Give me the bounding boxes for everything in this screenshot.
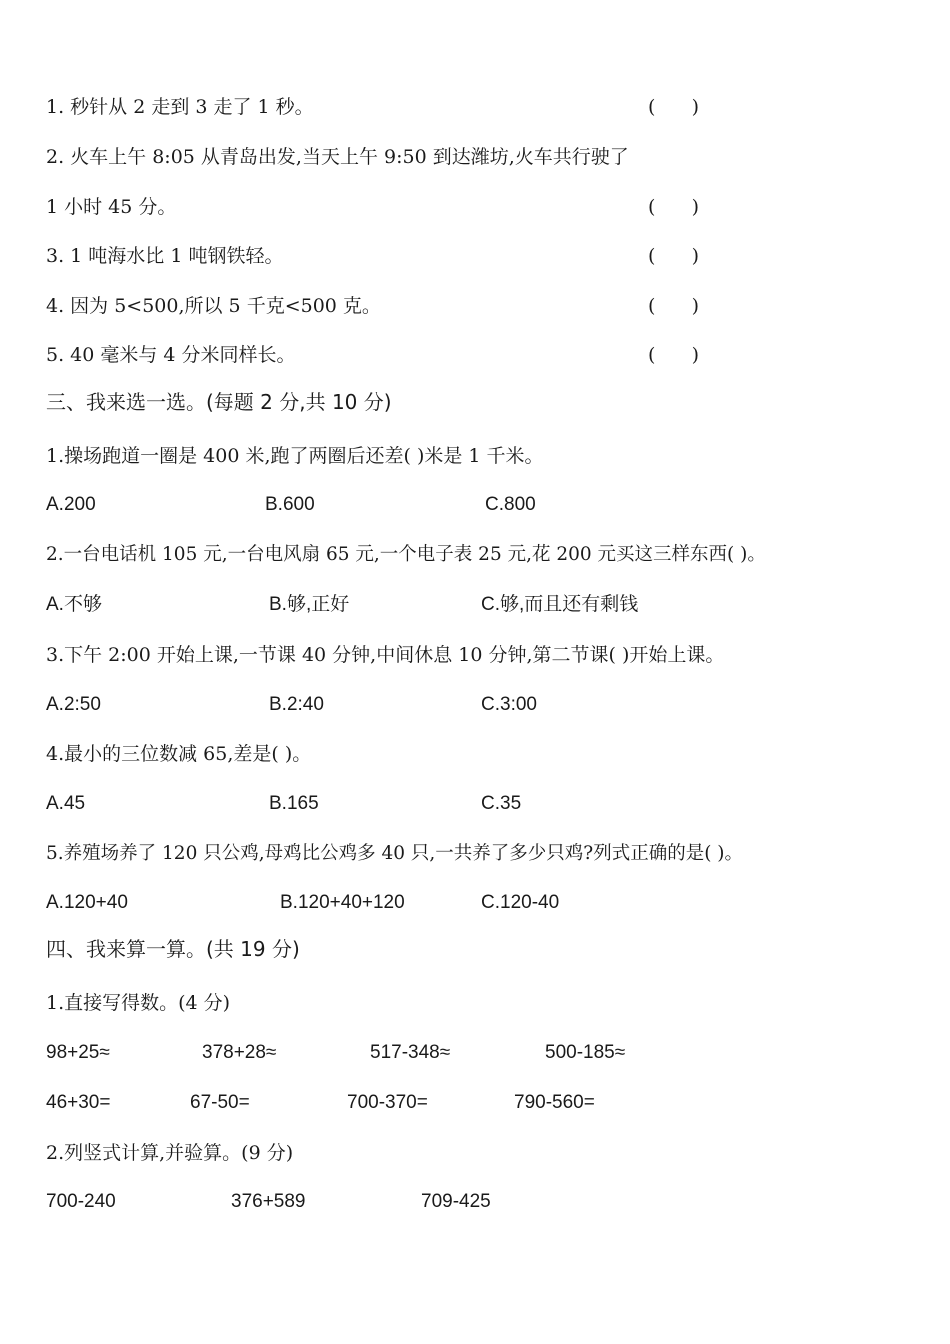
answer-paren-1[interactable]: ( ) <box>648 96 700 118</box>
judge-question-4: 4. 因为 5<500,所以 5 千克<500 克。 <box>46 295 381 317</box>
estimate-item: 500-185≈ <box>545 1042 626 1063</box>
estimate-item: 378+28≈ <box>202 1042 277 1063</box>
calc-item: 46+30= <box>46 1092 111 1113</box>
choice-4-option-b[interactable]: B.165 <box>269 793 319 814</box>
choice-4-option-c[interactable]: C.35 <box>481 793 522 814</box>
judge-question-2-line1: 2. 火车上午 8:05 从青岛出发,当天上午 9:50 到达潍坊,火车共行驶了 <box>46 146 629 168</box>
judge-question-2-line2: 1 小时 45 分。 <box>46 196 177 218</box>
choice-2-option-b[interactable]: B.够,正好 <box>269 594 350 615</box>
choice-1-option-a[interactable]: A.200 <box>46 494 96 515</box>
judge-question-1: 1. 秒针从 2 走到 3 走了 1 秒。 <box>46 96 314 118</box>
section-3-title: 三、我来选一选。(每题 2 分,共 10 分) <box>46 390 392 414</box>
choice-3-option-c[interactable]: C.3:00 <box>481 694 537 715</box>
choice-2-option-a[interactable]: A.不够 <box>46 594 102 615</box>
judge-question-5: 5. 40 毫米与 4 分米同样长。 <box>46 344 296 366</box>
choice-question-3: 3.下午 2:00 开始上课,一节课 40 分钟,中间休息 10 分钟,第二节课( )开始上课。 <box>46 644 725 666</box>
answer-paren-5[interactable]: ( ) <box>648 344 700 366</box>
calc-item: 67-50= <box>190 1092 250 1113</box>
estimate-item: 517-348≈ <box>370 1042 451 1063</box>
answer-paren-2[interactable]: ( ) <box>648 196 700 218</box>
choice-5-option-a[interactable]: A.120+40 <box>46 892 128 913</box>
choice-question-1: 1.操场跑道一圈是 400 米,跑了两圈后还差( )米是 1 千米。 <box>46 445 544 467</box>
part-2-title: 2.列竖式计算,并验算。(9 分) <box>46 1142 294 1164</box>
calc-item: 700-370= <box>347 1092 428 1113</box>
calc-item: 790-560= <box>514 1092 595 1113</box>
choice-1-option-b[interactable]: B.600 <box>265 494 315 515</box>
choice-3-option-b[interactable]: B.2:40 <box>269 694 324 715</box>
vertical-calc-item: 700-240 <box>46 1191 116 1212</box>
answer-paren-3[interactable]: ( ) <box>648 245 700 267</box>
choice-question-4: 4.最小的三位数减 65,差是( )。 <box>46 743 312 765</box>
choice-3-option-a[interactable]: A.2:50 <box>46 694 101 715</box>
judge-question-3: 3. 1 吨海水比 1 吨钢铁轻。 <box>46 245 284 267</box>
choice-question-2: 2.一台电话机 105 元,一台电风扇 65 元,一个电子表 25 元,花 200 元买这三样东西( )。 <box>46 544 766 565</box>
choice-2-option-c[interactable]: C.够,而且还有剩钱 <box>481 594 639 615</box>
choice-5-option-b[interactable]: B.120+40+120 <box>280 892 405 913</box>
choice-5-option-c[interactable]: C.120-40 <box>481 892 560 913</box>
choice-question-5: 5.养殖场养了 120 只公鸡,母鸡比公鸡多 40 只,一共养了多少只鸡?列式正确的是( )。 <box>46 843 744 864</box>
choice-4-option-a[interactable]: A.45 <box>46 793 86 814</box>
part-1-title: 1.直接写得数。(4 分) <box>46 992 231 1014</box>
estimate-item: 98+25≈ <box>46 1042 110 1063</box>
choice-1-option-c[interactable]: C.800 <box>485 494 536 515</box>
section-4-title: 四、我来算一算。(共 19 分) <box>46 937 300 961</box>
answer-paren-4[interactable]: ( ) <box>648 295 700 317</box>
vertical-calc-item: 709-425 <box>421 1191 491 1212</box>
vertical-calc-item: 376+589 <box>231 1191 306 1212</box>
